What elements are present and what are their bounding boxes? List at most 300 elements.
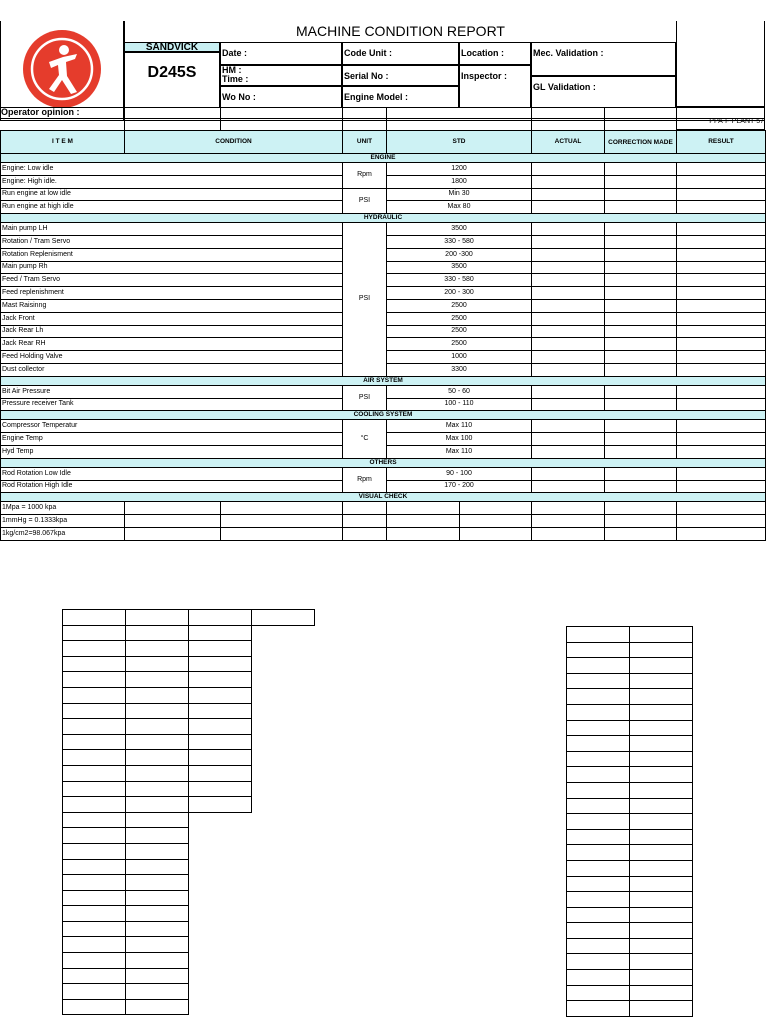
- section-engine: [1, 154, 766, 163]
- opinion-divider-1: [124, 107, 125, 130]
- item-cell: Dust collector: [1, 363, 343, 376]
- grid-row: [63, 953, 315, 969]
- grid-row: [567, 954, 693, 970]
- actual-cell[interactable]: [532, 480, 605, 493]
- inspector-label: Inspector :: [461, 71, 508, 81]
- actual-cell[interactable]: [532, 274, 605, 287]
- grid-cell: [63, 890, 126, 906]
- actual-cell[interactable]: [532, 287, 605, 300]
- result-cell[interactable]: [677, 351, 766, 364]
- brand-name: SANDVICK: [124, 42, 220, 52]
- code-unit-cell: [342, 42, 459, 65]
- unit-cell: PSI: [343, 223, 387, 377]
- section-air-system: [1, 376, 766, 385]
- result-cell[interactable]: [677, 163, 766, 176]
- actual-cell[interactable]: [532, 385, 605, 398]
- grid-spacer: [189, 921, 252, 937]
- item-cell: Run engine at low idle: [1, 188, 343, 201]
- actual-cell[interactable]: [532, 201, 605, 214]
- grid-spacer: [189, 890, 252, 906]
- std-cell: 2500: [387, 325, 532, 338]
- column-header-row: [1, 131, 766, 154]
- grid-cell: [63, 828, 126, 844]
- grid-cell: [567, 845, 630, 861]
- section-cooling-system: [1, 411, 766, 420]
- serial-no-cell: [342, 65, 459, 86]
- grid-cell: [189, 656, 252, 672]
- std-cell: Max 110: [387, 420, 532, 433]
- footnote-cell: 1kg/cm2=98.067kpa: [1, 527, 125, 540]
- grid-row: [63, 812, 315, 828]
- grid-row: [63, 968, 315, 984]
- correction-cell[interactable]: [605, 420, 677, 433]
- grid-cell: [567, 938, 630, 954]
- actual-cell[interactable]: [532, 235, 605, 248]
- grid-spacer: [189, 812, 252, 828]
- grid-cell: [63, 672, 126, 688]
- grid-cell: [63, 859, 126, 875]
- item-cell: Feed replenishment: [1, 287, 343, 300]
- grid-spacer: [252, 656, 315, 672]
- section-title: ENGINE: [1, 154, 766, 163]
- std-cell: 2500: [387, 299, 532, 312]
- grid-spacer: [252, 906, 315, 922]
- grid-cell: [189, 781, 252, 797]
- result-cell[interactable]: [677, 287, 766, 300]
- table-row: [1, 527, 766, 540]
- result-cell[interactable]: [677, 188, 766, 201]
- grid-row: [567, 923, 693, 939]
- grid-spacer: [252, 937, 315, 953]
- correction-cell[interactable]: [605, 467, 677, 480]
- actual-cell[interactable]: [532, 467, 605, 480]
- correction-cell[interactable]: [605, 325, 677, 338]
- actual-cell[interactable]: [532, 398, 605, 411]
- table-row: [1, 188, 766, 201]
- col-unit: UNIT: [343, 131, 387, 154]
- actual-cell[interactable]: [532, 223, 605, 236]
- grid-row: [63, 828, 315, 844]
- grid-cell: [63, 656, 126, 672]
- grid-spacer: [252, 921, 315, 937]
- correction-cell[interactable]: [605, 433, 677, 446]
- grid-row: [567, 829, 693, 845]
- result-cell[interactable]: [677, 235, 766, 248]
- grid-row: [63, 984, 315, 1000]
- grid-cell: [126, 875, 189, 891]
- col-actual: ACTUAL: [532, 131, 605, 154]
- grid-spacer: [252, 953, 315, 969]
- logo-mark: [19, 26, 105, 112]
- grid-cell: [567, 751, 630, 767]
- result-cell[interactable]: [677, 201, 766, 214]
- hm-label: HM :: [222, 66, 242, 75]
- grid-cell: [630, 954, 693, 970]
- grid-cell: [126, 687, 189, 703]
- result-cell[interactable]: [677, 385, 766, 398]
- correction-cell[interactable]: [605, 175, 677, 188]
- table-row: [1, 515, 766, 528]
- grid-row: [63, 875, 315, 891]
- grid-cell: [630, 970, 693, 986]
- grid-cell: [189, 641, 252, 657]
- grid-cell: [630, 736, 693, 752]
- grid-cell: [567, 736, 630, 752]
- grid-row: [63, 687, 315, 703]
- std-cell: 330 - 580: [387, 274, 532, 287]
- table-row: [1, 467, 766, 480]
- grid-spacer: [189, 937, 252, 953]
- gl-validation-label: GL Validation :: [533, 82, 596, 92]
- item-cell: Engine: High idle.: [1, 175, 343, 188]
- result-cell[interactable]: [677, 325, 766, 338]
- grid-row: [567, 782, 693, 798]
- grid-spacer: [252, 843, 315, 859]
- item-cell: Compressor Temperatur: [1, 420, 343, 433]
- grid-row: [63, 781, 315, 797]
- grid-cell: [630, 704, 693, 720]
- item-cell: Run engine at high idle: [1, 201, 343, 214]
- grid-row: [567, 907, 693, 923]
- grid-cell: [63, 719, 126, 735]
- opinion-divider-3: [342, 107, 343, 130]
- grid-cell: [126, 828, 189, 844]
- section-title: HYDRAULIC: [1, 214, 766, 223]
- mec-validation-label: Mec. Validation :: [533, 48, 604, 58]
- grid-row: [567, 845, 693, 861]
- unit-cell: °C: [343, 420, 387, 458]
- result-cell[interactable]: [677, 248, 766, 261]
- item-cell: Feed Holding Valve: [1, 351, 343, 364]
- grid-cell: [63, 953, 126, 969]
- result-cell[interactable]: [677, 480, 766, 493]
- grid-cell: [126, 781, 189, 797]
- correction-cell[interactable]: [605, 385, 677, 398]
- item-cell: Rotation / Tram Servo: [1, 235, 343, 248]
- grid-cell: [63, 875, 126, 891]
- grid-row: [63, 843, 315, 859]
- result-cell[interactable]: [677, 261, 766, 274]
- result-cell[interactable]: [677, 338, 766, 351]
- grid-spacer: [252, 687, 315, 703]
- item-cell: Rod Rotation High Idle: [1, 480, 343, 493]
- grid-row: [567, 1001, 693, 1017]
- grid-cell: [630, 829, 693, 845]
- grid-cell: [63, 906, 126, 922]
- opinion-divider-5: [531, 107, 532, 130]
- section-title: COOLING SYSTEM: [1, 411, 766, 420]
- operator-opinion-label: Operator opinion :: [1, 107, 80, 117]
- section-title: OTHERS: [1, 458, 766, 467]
- correction-cell[interactable]: [605, 398, 677, 411]
- grid-cell: [126, 734, 189, 750]
- grid-spacer: [252, 968, 315, 984]
- hm-time-cell: [220, 65, 342, 86]
- item-cell: Pressure receiver Tank: [1, 398, 343, 411]
- correction-cell[interactable]: [605, 445, 677, 458]
- actual-cell[interactable]: [532, 338, 605, 351]
- grid-cell: [63, 703, 126, 719]
- table-row: [1, 163, 766, 176]
- item-cell: Jack Rear RH: [1, 338, 343, 351]
- grid-spacer: [252, 672, 315, 688]
- actual-cell[interactable]: [532, 445, 605, 458]
- company-logo: [19, 26, 105, 112]
- grid-cell: [189, 625, 252, 641]
- std-cell: 3500: [387, 223, 532, 236]
- grid-cell: [63, 843, 126, 859]
- grid-spacer: [189, 968, 252, 984]
- grid-cell: [63, 797, 126, 813]
- grid-spacer: [252, 734, 315, 750]
- correction-cell[interactable]: [605, 223, 677, 236]
- grid-cell: [567, 923, 630, 939]
- grid-spacer: [189, 906, 252, 922]
- grid-cell: [63, 687, 126, 703]
- result-cell[interactable]: [677, 445, 766, 458]
- actual-cell[interactable]: [532, 363, 605, 376]
- grid-cell: [567, 720, 630, 736]
- location-cell: [459, 42, 531, 65]
- result-cell[interactable]: [677, 467, 766, 480]
- grid-spacer: [252, 812, 315, 828]
- std-cell: 1800: [387, 175, 532, 188]
- correction-cell[interactable]: [605, 201, 677, 214]
- correction-cell[interactable]: [605, 338, 677, 351]
- std-cell: 200 -300: [387, 248, 532, 261]
- grid-cell: [126, 641, 189, 657]
- grid-row: [63, 890, 315, 906]
- correction-cell[interactable]: [605, 299, 677, 312]
- correction-cell[interactable]: [605, 287, 677, 300]
- section-visual-check: [1, 493, 766, 502]
- doc-code: PPA-F-PLANT-57: [676, 118, 765, 130]
- actual-cell[interactable]: [532, 312, 605, 325]
- result-cell[interactable]: [677, 363, 766, 376]
- grid-spacer: [189, 859, 252, 875]
- grid-row: [63, 625, 315, 641]
- table-row: [1, 420, 766, 433]
- result-cell[interactable]: [677, 312, 766, 325]
- gl-validation-cell: [531, 76, 676, 108]
- correction-cell[interactable]: [605, 480, 677, 493]
- grid-cell: [126, 610, 189, 626]
- grid-row: [63, 656, 315, 672]
- std-cell: 170 - 200: [387, 480, 532, 493]
- grid-cell: [630, 860, 693, 876]
- grid-spacer: [252, 625, 315, 641]
- section-title: AIR SYSTEM: [1, 376, 766, 385]
- grid-row: [567, 860, 693, 876]
- grid-cell: [126, 953, 189, 969]
- actual-cell[interactable]: [532, 248, 605, 261]
- grid-cell: [567, 876, 630, 892]
- unit-cell: Rpm: [343, 163, 387, 189]
- engine-model-label: Engine Model :: [344, 92, 408, 102]
- grid-spacer: [252, 765, 315, 781]
- correction-cell[interactable]: [605, 163, 677, 176]
- std-cell: 3300: [387, 363, 532, 376]
- item-cell: Feed / Tram Servo: [1, 274, 343, 287]
- time-label: Time :: [222, 75, 249, 84]
- grid-cell: [567, 673, 630, 689]
- grid-row: [567, 798, 693, 814]
- result-cell[interactable]: [677, 299, 766, 312]
- result-cell[interactable]: [677, 398, 766, 411]
- grid-row: [567, 720, 693, 736]
- inspector-cell: [459, 65, 531, 108]
- grid-spacer: [252, 641, 315, 657]
- grid-row: [63, 797, 315, 813]
- grid-spacer: [252, 703, 315, 719]
- grid-cell: [63, 937, 126, 953]
- grid-cell: [630, 689, 693, 705]
- result-cell[interactable]: [677, 420, 766, 433]
- correction-cell[interactable]: [605, 235, 677, 248]
- actual-cell[interactable]: [532, 351, 605, 364]
- grid-row: [63, 750, 315, 766]
- grid-cell: [630, 673, 693, 689]
- std-cell: 90 - 100: [387, 467, 532, 480]
- std-cell: 3500: [387, 261, 532, 274]
- grid-cell: [126, 625, 189, 641]
- correction-cell[interactable]: [605, 274, 677, 287]
- grid-cell: [630, 642, 693, 658]
- grid-cell: [567, 798, 630, 814]
- grid-row: [63, 937, 315, 953]
- result-cell[interactable]: [677, 175, 766, 188]
- grid-row: [567, 673, 693, 689]
- std-cell: Min 30: [387, 188, 532, 201]
- date-label: Date :: [222, 48, 248, 58]
- correction-cell[interactable]: [605, 312, 677, 325]
- grid-spacer: [189, 843, 252, 859]
- grid-cell: [630, 907, 693, 923]
- grid-cell: [63, 781, 126, 797]
- grid-row: [63, 703, 315, 719]
- grid-cell: [252, 610, 315, 626]
- actual-cell[interactable]: [532, 163, 605, 176]
- item-cell: Bit Air Pressure: [1, 385, 343, 398]
- actual-cell[interactable]: [532, 299, 605, 312]
- correction-cell[interactable]: [605, 261, 677, 274]
- std-cell: 2500: [387, 312, 532, 325]
- section-others: [1, 458, 766, 467]
- grid-cell: [630, 938, 693, 954]
- correction-cell[interactable]: [605, 363, 677, 376]
- actual-cell[interactable]: [532, 325, 605, 338]
- col-std: STD: [387, 131, 532, 154]
- header-right-block: [676, 21, 765, 107]
- correction-cell[interactable]: [605, 351, 677, 364]
- grid-spacer: [189, 999, 252, 1015]
- grid-cell: [126, 937, 189, 953]
- grid-cell: [567, 829, 630, 845]
- grid-cell: [630, 876, 693, 892]
- grid-row: [63, 641, 315, 657]
- footnote-cell: 1mmHg = 0.1333kpa: [1, 515, 125, 528]
- grid-cell: [189, 672, 252, 688]
- actual-cell[interactable]: [532, 420, 605, 433]
- grid-cell: [126, 968, 189, 984]
- std-cell: 50 - 60: [387, 385, 532, 398]
- grid-cell: [126, 984, 189, 1000]
- item-cell: Jack Front: [1, 312, 343, 325]
- grid-cell: [189, 750, 252, 766]
- grid-cell: [126, 703, 189, 719]
- grid-cell: [630, 720, 693, 736]
- unit-cell: Rpm: [343, 467, 387, 493]
- grid-cell: [63, 625, 126, 641]
- item-cell: Jack Rear Lh: [1, 325, 343, 338]
- grid-cell: [567, 782, 630, 798]
- item-cell: Main pump LH: [1, 223, 343, 236]
- grid-row: [567, 876, 693, 892]
- col-correction: CORRECTION MADE: [605, 131, 677, 154]
- result-cell[interactable]: [677, 433, 766, 446]
- wo-no-cell: [220, 86, 342, 108]
- actual-cell[interactable]: [532, 188, 605, 201]
- grid-row: [567, 985, 693, 1001]
- wo-no-label: Wo No :: [222, 92, 256, 102]
- item-cell: Main pump Rh: [1, 261, 343, 274]
- grid-cell: [567, 689, 630, 705]
- grid-row: [63, 672, 315, 688]
- correction-cell[interactable]: [605, 248, 677, 261]
- condition-table: [0, 130, 766, 541]
- grid-row: [567, 627, 693, 643]
- grid-cell: [567, 1001, 630, 1017]
- grid-cell: [126, 999, 189, 1015]
- grid-row: [567, 736, 693, 752]
- grid-cell: [126, 719, 189, 735]
- grid-spacer: [252, 719, 315, 735]
- result-cell[interactable]: [677, 274, 766, 287]
- grid-cell: [630, 1001, 693, 1017]
- grid-row: [567, 814, 693, 830]
- blank-grid-right: [566, 626, 693, 1017]
- grid-cell: [567, 767, 630, 783]
- grid-cell: [189, 687, 252, 703]
- std-cell: Max 80: [387, 201, 532, 214]
- grid-cell: [630, 814, 693, 830]
- grid-cell: [126, 750, 189, 766]
- std-cell: 330 - 580: [387, 235, 532, 248]
- result-cell[interactable]: [677, 223, 766, 236]
- report-title: MACHINE CONDITION REPORT: [124, 21, 676, 43]
- std-cell: Max 100: [387, 433, 532, 446]
- grid-row: [63, 906, 315, 922]
- correction-cell[interactable]: [605, 188, 677, 201]
- grid-cell: [630, 985, 693, 1001]
- grid-cell: [567, 985, 630, 1001]
- actual-cell[interactable]: [532, 175, 605, 188]
- operator-opinion-cell: [0, 107, 765, 119]
- actual-cell[interactable]: [532, 433, 605, 446]
- grid-spacer: [252, 781, 315, 797]
- grid-row: [63, 921, 315, 937]
- grid-cell: [63, 921, 126, 937]
- grid-row: [567, 938, 693, 954]
- grid-cell: [630, 798, 693, 814]
- grid-row: [567, 892, 693, 908]
- grid-cell: [126, 656, 189, 672]
- item-cell: Rod Rotation Low Idle: [1, 467, 343, 480]
- grid-cell: [126, 890, 189, 906]
- grid-row: [63, 734, 315, 750]
- grid-cell: [567, 704, 630, 720]
- actual-cell[interactable]: [532, 261, 605, 274]
